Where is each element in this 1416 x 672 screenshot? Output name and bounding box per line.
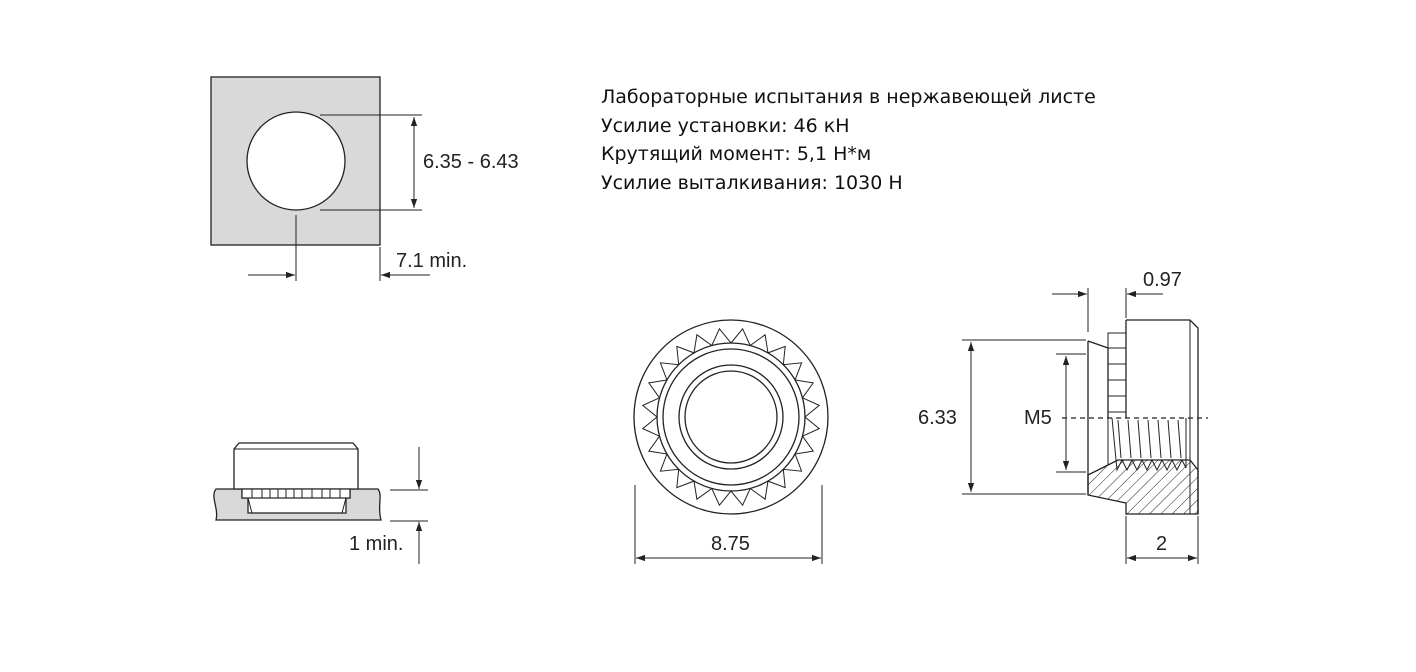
knurl-block-3 (1108, 364, 1126, 380)
pushout-force: Усилие выталкивания: 1030 Н (601, 171, 903, 194)
installed-section-view (214, 443, 428, 564)
knurled-collar (242, 489, 350, 498)
bore-inner-circle (685, 371, 777, 463)
head-circle (663, 349, 799, 485)
shank-length-label: 0.97 (1143, 269, 1182, 291)
notes-title: Лабораторные испытания в нержавеющей листе (601, 86, 1096, 108)
test-results-notes (601, 83, 1096, 197)
height-label: 6.33 (918, 407, 957, 429)
installation-force: Усилие установки: 46 кН (601, 114, 850, 137)
nut-head (234, 443, 358, 489)
knurl-teeth (643, 329, 819, 505)
knurl-block-2 (1108, 348, 1126, 364)
mounting-hole (247, 112, 345, 210)
knurl-block-1 (1108, 333, 1126, 348)
knurl-block-4 (1108, 380, 1126, 396)
thread-label: M5 (1024, 407, 1052, 429)
section-hatch (1088, 460, 1198, 514)
edge-distance-label: 7.1 min. (396, 250, 468, 272)
sheet-thickness-label: 1 min. (349, 533, 404, 555)
panel-hole-view (211, 77, 519, 281)
bore-outer-circle (679, 365, 783, 469)
outer-diameter-label: 8.75 (711, 533, 750, 555)
width-label: 2 (1156, 533, 1168, 555)
undercut (248, 498, 346, 513)
hole-diameter-label: 6.35 - 6.43 (423, 151, 519, 173)
nut-side-section (918, 269, 1208, 564)
nut-top-view (634, 320, 828, 564)
torque: Крутящий момент: 5,1 Н*м (601, 143, 872, 165)
knurl-block-5 (1108, 396, 1126, 412)
